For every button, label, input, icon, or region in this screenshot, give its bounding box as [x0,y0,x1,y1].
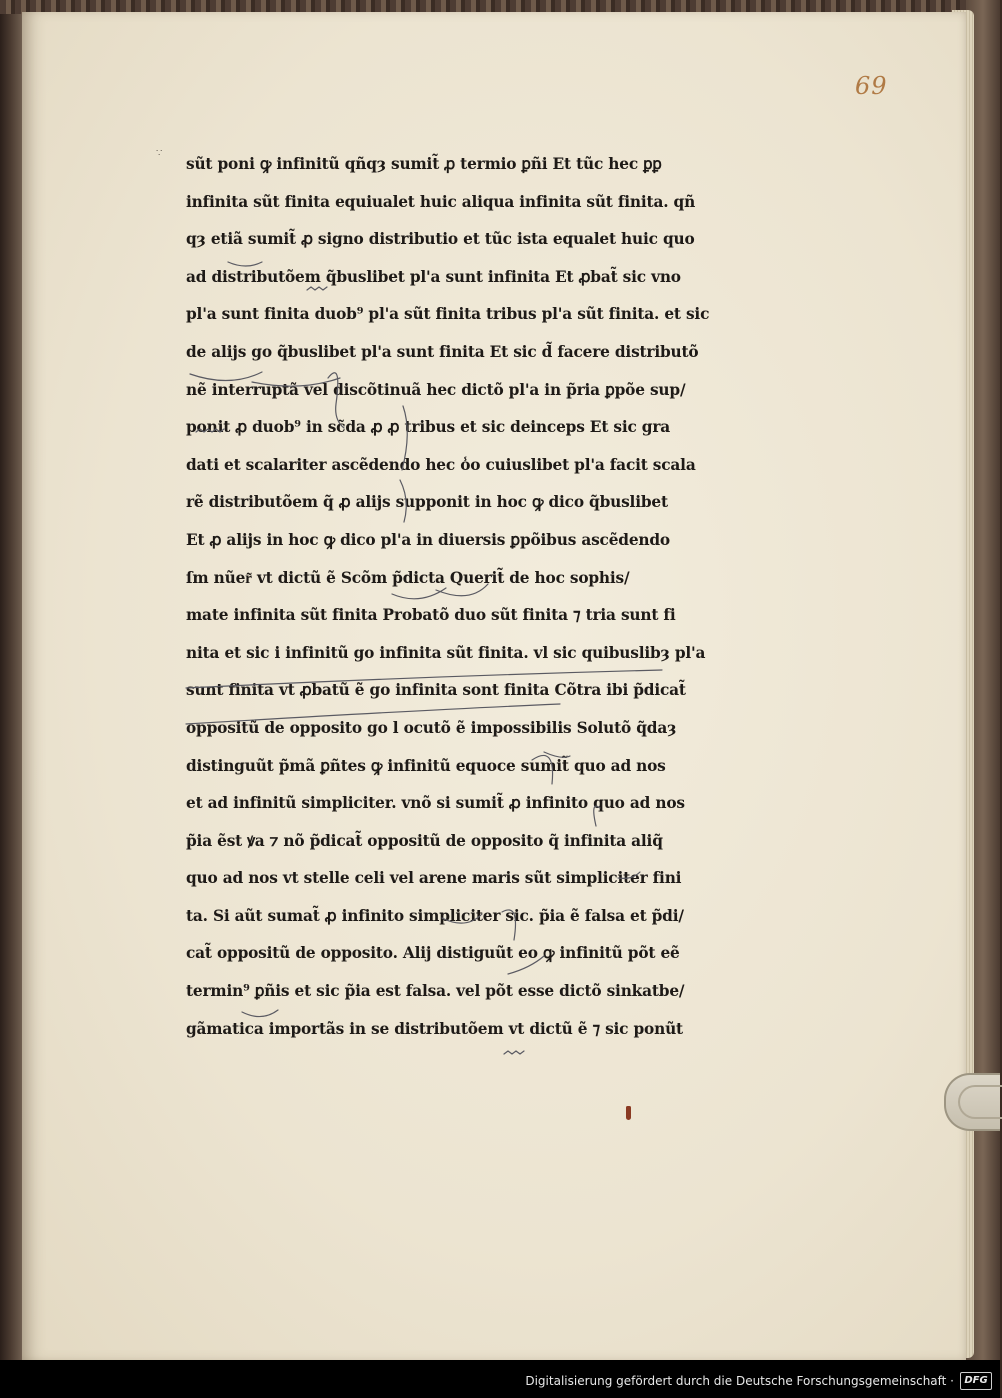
text-line: termin⁹ ꝑñis et sic p̃ia est falsa. vel põt esse dictõ sinkatbe/ [186,981,685,1001]
text-line: nẽ interruptã vel discõtinuã hec dictõ pl'a in p̃ria ꝑpõe sup/ [186,379,686,399]
red-ink-mark [626,1106,631,1120]
text-line: pl'a sunt finita duob⁹ pl'a sũt finita tribus pl'a sũt finita. et sic [186,304,710,324]
stray-ink-mark: ∵ [156,148,163,159]
text-line: gãmatica importãs in se distributõem vt dictũ ẽ ⁊ sic ponũt [186,1018,683,1038]
text-line: dati et scalariter ascẽdendo hec o̾o cuiuslibet pl'a facit scala [186,454,696,474]
text-line: ponit ꝓ duob⁹ in sc̃da ꝓ ꝓ tribus et sic deinceps Et sic gra [186,417,671,437]
text-block [186,145,710,1047]
folio-number: 69 [855,72,888,100]
text-line: distinguũt p̃mã ꝑñtes ꝙ infinitũ equoce sumit̃ quo ad nos [186,755,666,775]
text-line: ſm nũer͂ vt dictũ ẽ Scõm p̃dicta Querit̃ de hoc sophis/ [186,567,630,587]
text-line: qȝ etiã sumit̃ ꝓ signo distributio et tũc ista equalet huic quo [186,229,695,249]
dfg-logo: DFG [960,1372,992,1390]
text-line: de alijs go q̃buslibet pl'a sunt finita Et sic d̃ facere distributõ [186,341,699,361]
bookmark-tab-inner [958,1085,1002,1119]
text-line: sunt finita vt ꝓbatũ ẽ go infinita sont finita Cõtra ibi p̃dicat̃ [186,680,686,700]
funding-credit: Digitalisierung gefördert durch die Deutsche Forschungsgemeinschaft · [525,1374,954,1388]
text-line: p̃ia ẽst ꝟa ⁊ nõ p̃dicat̃ oppositũ de opposito q̃ infinita aliq̃ [186,830,663,850]
bookmark-tab [944,1073,1000,1131]
text-line: ad distributõem q̃buslibet pl'a sunt infinita Et ꝓbat̃ sic vno [186,266,681,286]
text-line: sũt poni ꝙ infinitũ qñqȝ sumit̃ ꝓ termio ꝑñi Et tũc hec ꝑꝑ [186,154,662,173]
text-line: oppositũ de opposito go l ocutõ ẽ impossibilis Solutõ q̃daȝ [186,717,677,737]
text-line: quo ad nos vt stelle celi vel arene maris sũt simpliciter fini [186,868,682,888]
text-line: et ad infinitũ simpliciter. vnõ si sumit̃ ꝓ infinito quo ad nos [186,793,685,813]
text-line: mate infinita sũt finita Probatõ duo sũt finita ⁊ tria sunt fi [186,605,676,625]
text-line: cat̃ oppositũ de opposito. Alij distiguũt eo ꝙ infinitũ põt eẽ [186,943,680,963]
text-line: nita et sic i infinitũ go infinita sũt finita. vl sic quibuslibȝ pl'a [186,642,706,662]
text-line: rẽ distributõem q̃ ꝓ alijs supponit in hoc ꝙ dico q̃buslibet [186,492,668,512]
text-line: Et ꝓ alijs in hoc ꝙ dico pl'a in diuersis ꝑpõibus ascẽdendo [186,529,670,549]
text-line: ta. Si aũt sumat̃ ꝓ infinito simpliciter sic. p̃ia ẽ falsa et p̃di/ [186,905,684,925]
text-line: infinita sũt finita equiualet huic aliqua infinita sũt finita. qñ [186,191,696,211]
